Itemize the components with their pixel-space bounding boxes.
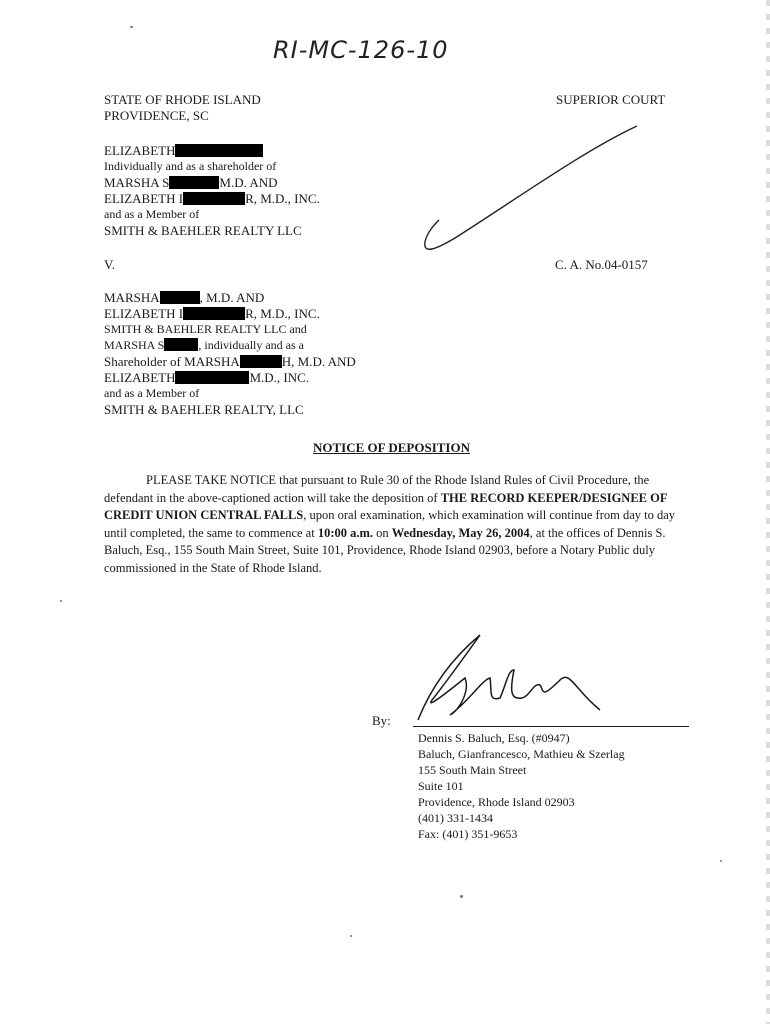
deposition-time: 10:00 a.m.	[317, 525, 374, 540]
versus-label: V.	[104, 257, 115, 272]
redaction-bar	[164, 338, 198, 351]
scan-speck	[460, 895, 463, 898]
redaction-bar	[240, 355, 282, 368]
plaintiff-text: M.D. AND	[219, 175, 278, 190]
deposition-date: Wednesday, May 26, 2004	[391, 525, 530, 540]
defendant-text: , M.D. AND	[199, 290, 265, 305]
defendant-text: MARSHA S	[104, 338, 165, 352]
defendant-text: MARSHA	[104, 290, 160, 305]
deponent-name: THE RECORD KEEPER/DESIGNEE OF CREDIT UNION CENTRAL FALLS	[104, 490, 668, 522]
civil-action-number: C. A. No.04-0157	[555, 257, 648, 272]
attorney-signature	[410, 630, 610, 725]
scan-speck	[350, 935, 352, 937]
redaction-bar	[169, 176, 219, 189]
scan-speck	[720, 860, 722, 862]
signature-line	[413, 726, 689, 727]
court-name: SUPERIOR COURT	[556, 92, 666, 107]
defendant-text: M.D., INC.	[249, 370, 310, 385]
notice-body	[104, 472, 694, 577]
scan-speck	[60, 600, 62, 602]
redaction-bar	[175, 144, 263, 157]
defendant-line	[104, 289, 264, 306]
defendant-line	[104, 337, 304, 354]
defendant-text: H, M.D. AND	[281, 354, 356, 369]
plaintiff-text: MARSHA S	[104, 175, 170, 190]
county-name: PROVIDENCE, SC	[104, 108, 209, 123]
defendant-text: , individually and as a	[198, 338, 305, 352]
defendant-line: SMITH & BAEHLER REALTY LLC and	[104, 322, 307, 336]
redaction-bar	[160, 291, 200, 304]
signature-line-text: Dennis S. Baluch, Esq. (#0947)	[418, 731, 570, 745]
defendant-text: R, M.D., INC.	[245, 306, 320, 321]
scan-edge-artifact	[766, 0, 770, 1024]
plaintiff-line	[104, 190, 320, 207]
redaction-bar	[175, 371, 249, 384]
plaintiff-text: ELIZABETH I	[104, 191, 184, 206]
scan-speck	[130, 26, 133, 28]
defendant-line	[104, 369, 309, 386]
plaintiff-line	[104, 174, 278, 191]
defendant-text: ELIZABETH I	[104, 306, 184, 321]
plaintiff-line: and as a Member of	[104, 207, 200, 221]
redaction-bar	[183, 307, 245, 320]
body-text: PLEASE TAKE NOTICE that pursuant to Rule 30 of the Rhode Island Rules of Civil Procedure, the defendant in the above-captioned action will take the deposition of	[104, 473, 650, 505]
defendant-line	[104, 353, 356, 370]
redaction-bar	[183, 192, 245, 205]
by-label: By:	[372, 713, 391, 728]
body-text: , at the offices of Dennis S. Baluch, Esq., 155 South Main Street, Suite 101, Providence, Rhode Island 02903, before a Notary Public duly commissioned in the State of Rhode Island.	[104, 525, 666, 575]
defendant-line	[104, 305, 320, 322]
plaintiff-line: SMITH & BAEHLER REALTY LLC	[104, 223, 302, 238]
plaintiff-line: Individually and as a shareholder of	[104, 159, 277, 173]
defendant-text: ELIZABETH	[104, 370, 176, 385]
caption-slash-mark	[415, 120, 645, 260]
defendant-text: Shareholder of MARSHA	[104, 354, 240, 369]
handwritten-case-number: RI-MC-126-10	[273, 36, 449, 64]
plaintiff-line	[104, 142, 263, 159]
notice-title: NOTICE OF DEPOSITION	[313, 440, 470, 455]
signature-line-text: Baluch, Gianfrancesco, Mathieu & Szerlag	[418, 747, 625, 761]
signature-line-text: Suite 101	[418, 779, 464, 793]
body-text: , upon oral examination, which examination will continue from day to day until completed, the same to commence at	[104, 508, 676, 540]
body-text: on	[373, 525, 392, 540]
signature-line-text: Fax: (401) 351-9653	[418, 827, 518, 841]
signature-line-text: 155 South Main Street	[418, 763, 527, 777]
signature-line-text: Providence, Rhode Island 02903	[418, 795, 575, 809]
plaintiff-text: ELIZABETH	[104, 143, 176, 158]
plaintiff-text: R, M.D., INC.	[245, 191, 320, 206]
state-name: STATE OF RHODE ISLAND	[104, 92, 261, 107]
defendant-line: and as a Member of	[104, 386, 200, 400]
defendant-line: SMITH & BAEHLER REALTY, LLC	[104, 402, 304, 417]
signature-line-text: (401) 331-1434	[418, 811, 493, 825]
